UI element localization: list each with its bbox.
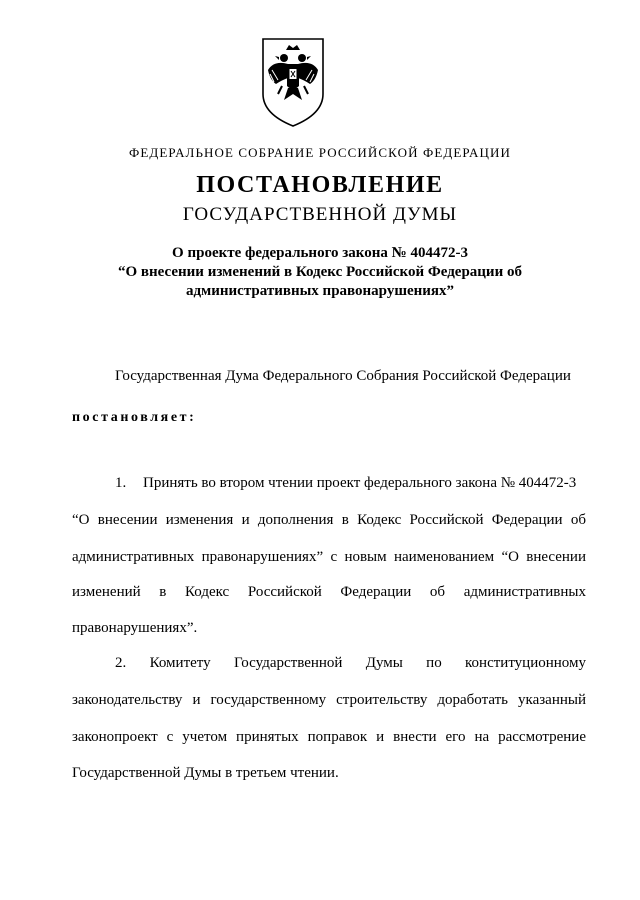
paragraph-line: Государственной Думы в третьем чтении. (72, 765, 339, 781)
issuer-heading: ГОСУДАРСТВЕННОЙ ДУМЫ (182, 204, 458, 225)
paragraph-line: “О внесении изменения и дополнения в Кодекс Российской Федерации об (72, 512, 586, 528)
paragraph-1-first-line (115, 475, 576, 492)
paragraph-line: изменений в Кодекс Российской Федерации об административных (72, 584, 586, 600)
subject-line: административных правонарушениях” (185, 283, 455, 299)
paragraph-line: административных правонарушениях” с новым наименованием “О внесении (72, 549, 586, 565)
paragraph-text: Принять во втором чтении проект федерального закона № 404472-3 (143, 475, 577, 491)
paragraph-line: законопроект с учетом принятых поправок и внести его на рассмотрение (72, 729, 586, 745)
russian-coat-of-arms-icon (260, 36, 326, 130)
subject-line: О проекте федерального закона № 404472-3 (172, 245, 468, 261)
paragraph-line: законодательству и государственному строительству доработать указанный (72, 692, 586, 708)
subject-line: “О внесении изменений в Кодекс Российской Федерации об (118, 264, 522, 280)
paragraph-2-first-line: 2. Комитету Государственной Думы по конституционному (115, 655, 586, 671)
resolves-keyword: постановляет: (72, 410, 197, 425)
paragraph-number: 1. (115, 475, 127, 491)
preamble-text: Государственная Дума Федерального Собрания Российской Федерации (115, 368, 571, 384)
paragraph-line: правонарушениях”. (72, 620, 198, 636)
parliament-title: ФЕДЕРАЛЬНОЕ СОБРАНИЕ РОССИЙСКОЙ ФЕДЕРАЦИИ (128, 145, 511, 160)
document-subject (80, 244, 560, 301)
document-type-heading: ПОСТАНОВЛЕНИЕ (196, 172, 444, 198)
